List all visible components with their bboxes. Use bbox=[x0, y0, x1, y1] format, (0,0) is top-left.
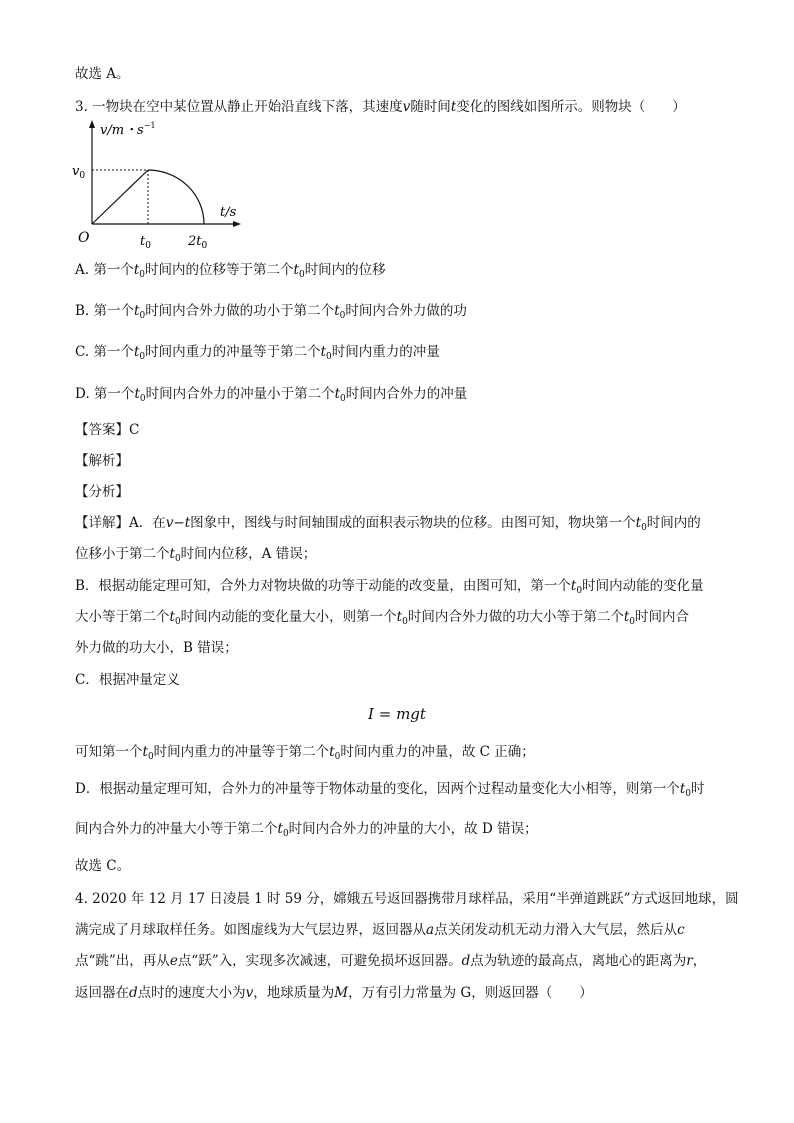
question-4-line-3: 点“跳”出，再从e点“跃”入，实现多次减速，可避免损坏返回器。d点为轨迹的最高点，离地心的距离为r， bbox=[75, 953, 707, 969]
answer-line: 【答案】C bbox=[75, 422, 140, 438]
y-axis-arrow bbox=[89, 120, 95, 128]
detail-line-7: 可知第一个$t_0$时间内重力的冲量等于第二个$t_0$时间内重力的冲量，故 C 正确； bbox=[75, 744, 535, 762]
conclusion-text: 故选 A。 bbox=[75, 66, 130, 82]
detail-line-6: C．根据冲量定义 bbox=[75, 672, 180, 688]
detail-line-2: 位移小于第二个$t_0$时间内位移，A 错误； bbox=[75, 546, 317, 564]
option-c: C. 第一个$t_0$时间内重力的冲量等于第二个$t_0$时间内重力的冲量 bbox=[75, 344, 440, 362]
tick-t0-label: $t_0$ bbox=[140, 234, 151, 251]
option-a: A. 第一个$t_0$时间内的位移等于第二个$t_0$时间内的位移 bbox=[75, 262, 386, 280]
v0-label: $v_0$ bbox=[72, 164, 86, 181]
conclusion-line bbox=[75, 64, 130, 84]
impulse-formula: I = mgt bbox=[368, 705, 426, 723]
question-4-line-4: 返回器在d点时的速度大小为v，地球质量为M，万有引力常量为 G，则返回器（ ） bbox=[75, 985, 593, 1001]
vt-graph bbox=[60, 118, 250, 253]
fenxi-header: 【分析】 bbox=[75, 484, 129, 500]
detail-line-9: 间内合外力的冲量大小等于第二个$t_0$时间内合外力的冲量的大小，故 D 错误； bbox=[75, 821, 538, 839]
question-4-line-1: 4. 2020 年 12 月 17 日凌晨 1 时 59 分，嫦娥五号返回器携带月球样品，采用“半弹道跳跃”方式返回地球，圆 bbox=[75, 891, 739, 907]
detail-line-5: 外力做的功大小，B 错误； bbox=[75, 640, 238, 656]
x-axis-arrow bbox=[233, 221, 241, 227]
vt-line-segment bbox=[92, 170, 148, 224]
option-d: D. 第一个$t_0$时间内合外力的冲量小于第二个$t_0$时间内合外力的冲量 bbox=[75, 386, 468, 404]
detail-line-4: 大小等于第二个$t_0$时间内动能的变化量大小，则第一个$t_0$时间内合外力做的功大小等于第二个$t_0$时间内合 bbox=[75, 609, 690, 627]
analysis-header: 【解析】 bbox=[75, 453, 129, 469]
detail-line-3: B．根据动能定理可知，合外力对物块做的功等于动能的改变量，由图可知，第一个$t_0$时间内动能的变化量 bbox=[75, 578, 704, 596]
q3-text-b: 随时间 bbox=[410, 99, 451, 115]
question-4-line-2: 满完成了月球取样任务。如图虚线为大气层边界，返回器从a点关闭发动机无动力滑入大气层，然后从c bbox=[75, 922, 685, 938]
detail-line-1: 【详解】A．在v−t图象中，图线与时间轴围成的面积表示物块的位移。由图可知，物块第一个$t_0$时间内的 bbox=[75, 515, 701, 533]
vt-arc-segment bbox=[148, 170, 204, 224]
x-axis-label: t/s bbox=[220, 205, 237, 220]
q3-var-v: v bbox=[402, 99, 411, 115]
y-axis-label: v/m・$s^{-1}$ bbox=[100, 121, 156, 138]
tick-2t0-label: $2t_0$ bbox=[188, 234, 208, 251]
q3-text-c: 变化的图线如图所示。则物块（ ） bbox=[456, 99, 686, 115]
detail-line-10: 故选 C。 bbox=[75, 858, 131, 874]
q3-var-t: t bbox=[450, 99, 457, 115]
detail-line-8: D．根据动量定理可知，合外力的冲量等于物体动量的变化，因两个过程动量变化大小相等，则第一个$t_0$时 bbox=[75, 781, 705, 799]
option-b: B. 第一个$t_0$时间内合外力做的功小于第二个$t_0$时间内合外力做的功 bbox=[75, 303, 467, 321]
origin-label: O bbox=[78, 230, 90, 246]
question-3-stem bbox=[75, 97, 686, 117]
q3-text: 3. 一物块在空中某位置从静止开始沿直线下落，其速度 bbox=[75, 99, 403, 115]
